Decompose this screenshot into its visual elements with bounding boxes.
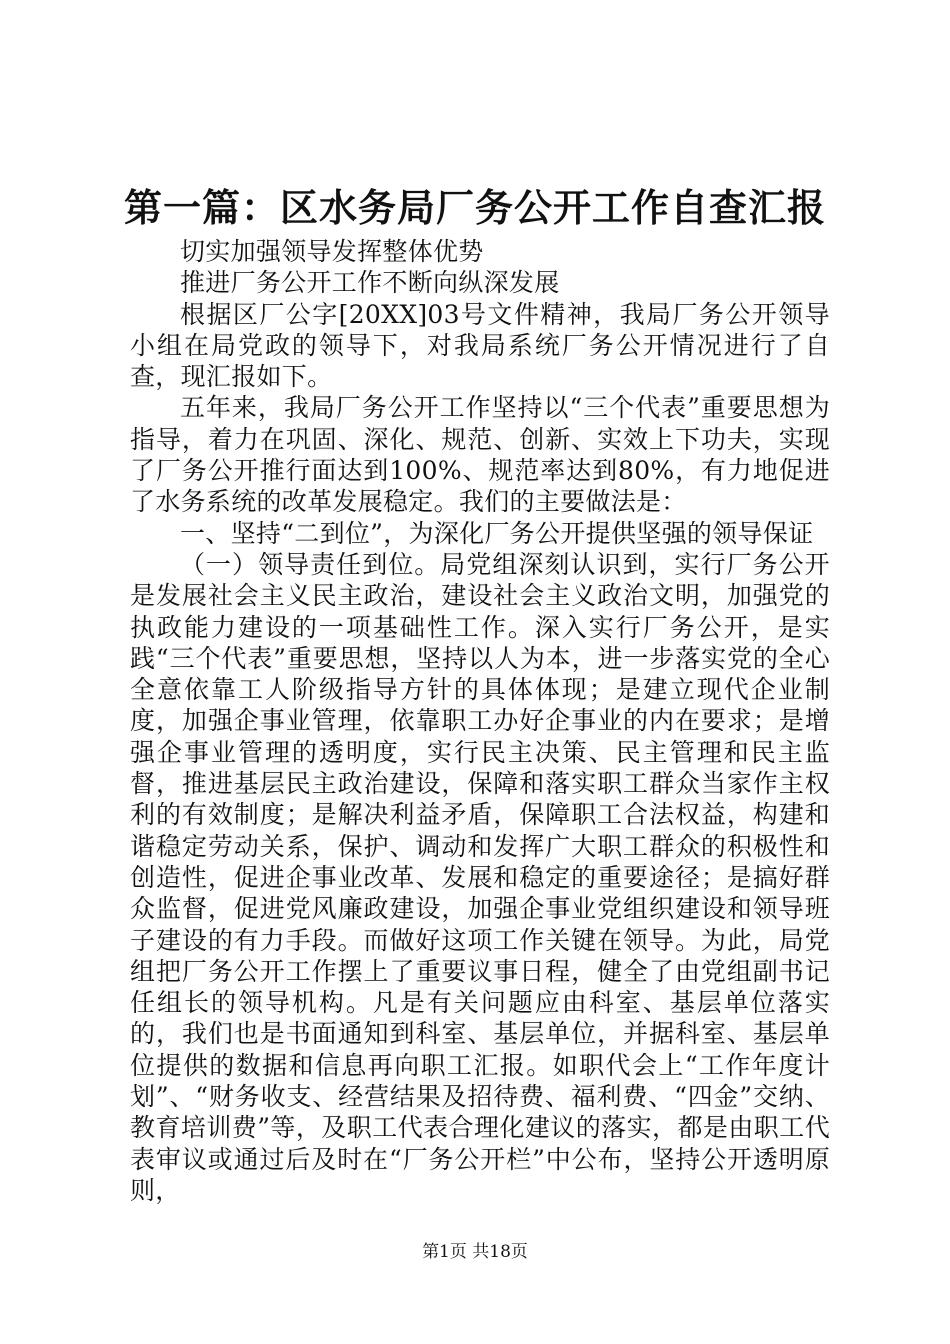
document-title: 第一篇：区水务局厂务公开工作自查汇报 [123,185,826,230]
page-number: 第1页 共18页 [422,1242,528,1262]
subtitle-line-1: 切实加强领导发挥整体优势 [180,237,484,266]
section-heading: 一、坚持“二到位”，为深化厂务公开提供坚强的领导保证 [180,518,814,548]
document-body [130,236,830,1206]
body-paragraph: （一）领导责任到位。局党组深刻认识到，实行厂务公开是发展社会主义民主政治，建设社会主义政治文明，加强党的执政能力建设的一项基础性工作。深入实行厂务公开，是实践“三个代表”重要思想，坚持以人为本，进一步落实党的全心全意依靠工人阶级指导方针的具体体现；是建立现代企业制度，加强企事业管理，依靠职工办好企事业的内在要求；是增强企事业管理的透明度，实行民主决策、民主管理和民主监督，推进基层民主政治建设，保障和落实职工群众当家作主权利的有效制度；是解决利益矛盾，保障职工合法权益，构建和谐稳定劳动关系，保护、调动和发挥广大职工群众的积极性和创造性，促进企事业改革、发展和稳定的重要途径；是搞好群众监督，促进党风廉政建设，加强企事业党组织建设和领导班子建设的有力手段。而做好这项工作关键在领导。为此，局党组把厂务公开工作摆上了重要议事日程，健全了由党组副书记任组长的领导机构。凡是有关问题应由科室、基层单位落实的，我们也是书面通知到科室、基层单位，并据科室、基层单位提供的数据和信息再向职工汇报。如职代会上“工作年度计划”、“财务收支、经营结果及招待费、福利费、“四金”交纳、教育培训费”等，及职工代表合理化建议的落实，都是由职工代表审议或通过后及时在“厂务公开栏”中公布，坚持公开透明原则， [130,549,830,1205]
subtitle-line-2: 推进厂务公开工作不断向纵深发展 [180,268,560,298]
intro-paragraph: 根据区厂公字[20XX]03号文件精神，我局厂务公开领导小组在局党政的领导下，对我局系统厂务公开情况进行了自查，现汇报如下。 [130,299,830,392]
summary-paragraph: 五年来，我局厂务公开工作坚持以“三个代表”重要思想为指导，着力在巩固、深化、规范、创新、实效上下功夫，实现了厂务公开推行面达到100%、规范率达到80%，有力地促进了水务系统的改革发展稳定。我们的主要做法是： [130,393,830,517]
